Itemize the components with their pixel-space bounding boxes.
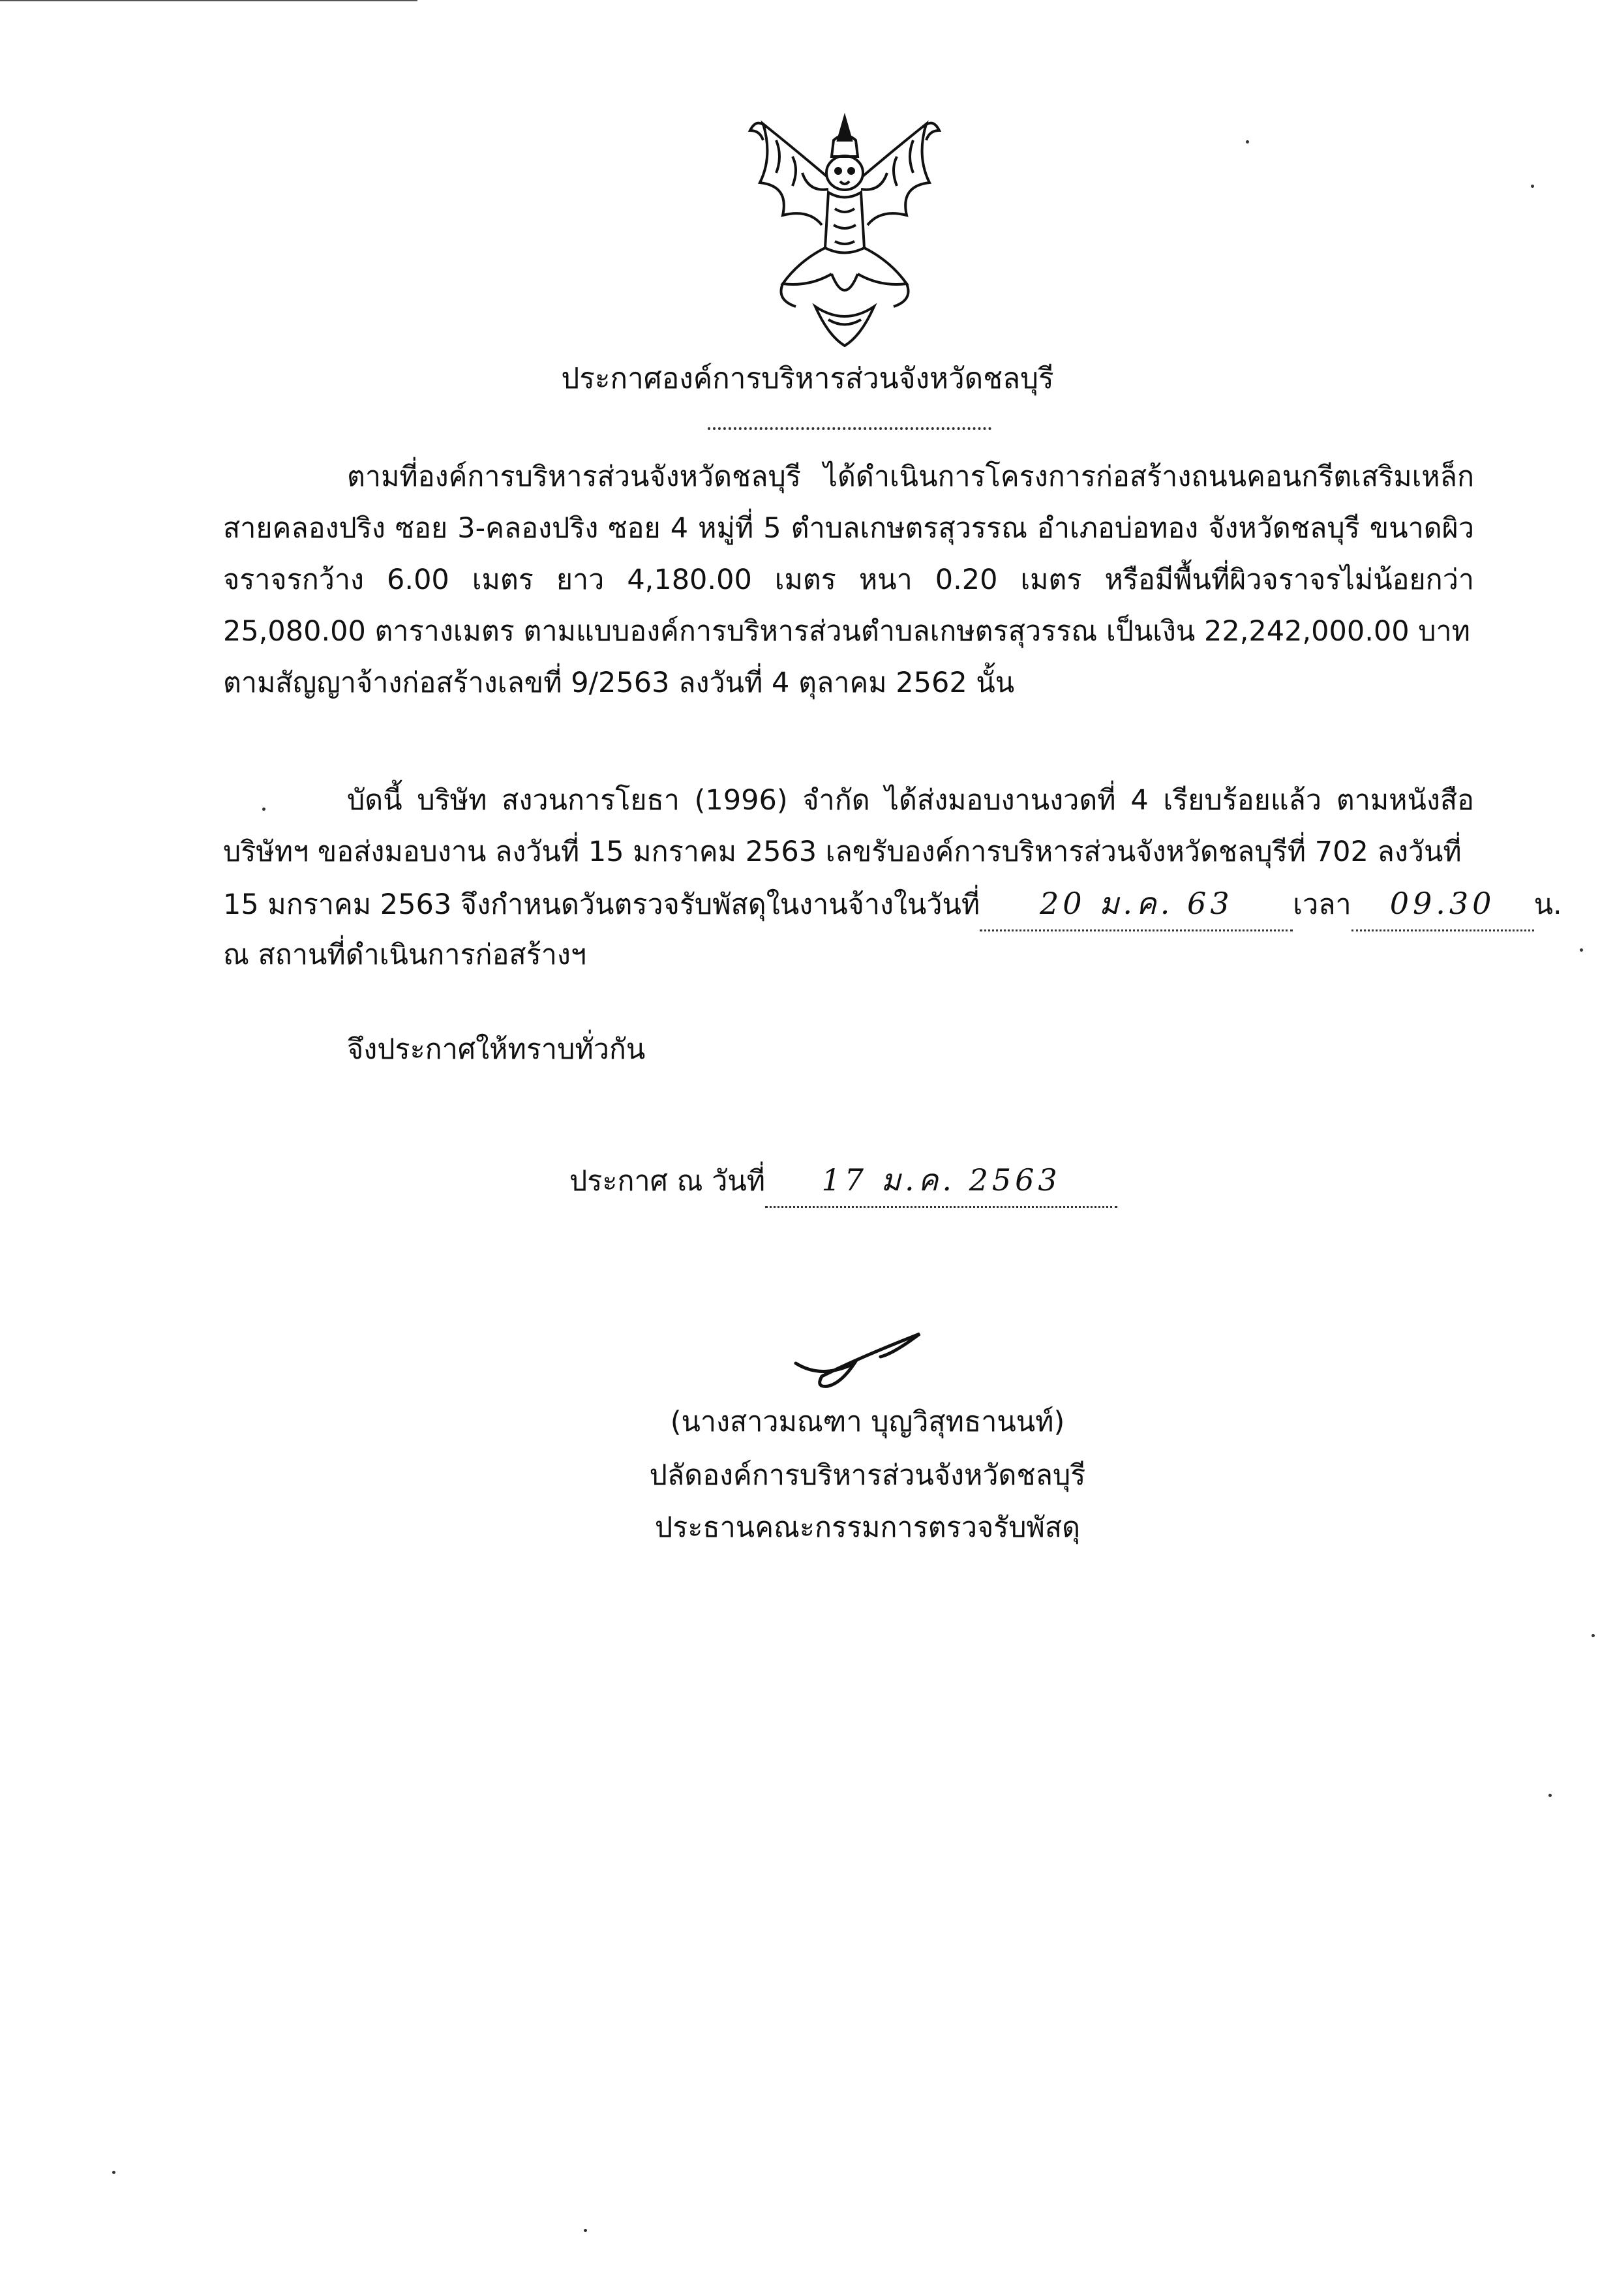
scan-speck <box>584 2229 587 2232</box>
time-unit: น. <box>1533 888 1562 921</box>
paragraph-1-last-line: ตามสัญญาจ้างก่อสร้างเลขที่ 9/2563 ลงวันที่ 4 ตุลาคม 2562 นั้น <box>223 667 1015 699</box>
scan-speck <box>1548 1794 1552 1797</box>
scan-speck <box>1580 948 1583 952</box>
paragraph-project-details <box>223 451 1474 657</box>
paragraph-2-last-line: ณ สถานที่ดำเนินการก่อสร้างฯ <box>223 939 587 971</box>
time-label: เวลา <box>1293 888 1351 921</box>
scan-speck <box>112 2171 115 2174</box>
inspection-time-handwritten: 09.30 <box>1351 878 1534 931</box>
inspection-date-handwritten: 20 ม.ค. 63 <box>980 878 1293 931</box>
top-border-line <box>0 0 417 1</box>
paragraph-2-text: บัดนี้ บริษัท สงวนการโยธา (1996) จำกัด ได้ส่งมอบงานงวดที่ 4 เรียบร้อยแล้ว ตามหนังสือ บริษัทฯ ขอส่งมอบงาน ลงวันที่ 15 มกราคม 2563 เลขรับองค์การบริหารส่วนจังหวัดชลบุรีที่ 702 ลงวันที่ <box>223 784 1474 868</box>
document-title: ประกาศองค์การบริหารส่วนจังหวัดชลบุรี <box>561 362 1054 395</box>
scan-speck <box>1592 1634 1595 1637</box>
closing-statement: จึงประกาศให้ทราบทั่วกัน <box>347 1033 646 1066</box>
handwritten-signature <box>783 1318 952 1402</box>
announcement-date-handwritten: 17 ม.ค. 2563 <box>765 1155 1117 1208</box>
signer-name: (นางสาวมณฑา บุญวิสุทธานนท์) <box>670 1406 1065 1438</box>
announcement-date-line <box>569 1155 1117 1208</box>
garuda-emblem-icon <box>737 111 952 352</box>
paragraph-1-text: ตามที่องค์การบริหารส่วนจังหวัดชลบุรี ได้ดำเนินการโครงการก่อสร้างถนนคอนกรีตเสริมเหล็ก สายคลองปริง ซอย 3-คลองปริง ซอย 4 หมู่ที่ 5 ตำบลเกษตรสุวรรณ อำเภอบ่อทอง จังหวัดชลบุรี ขนาดผิวจราจรกว้าง 6.00 เมตร ยาว 4,180.00 เมตร หนา 0.20 เมตร หรือมีพื้นที่ผิวจราจรไม่น้อยกว่า 25,080.00 ตารางเมตร ตามแบบองค์การบริหารส่วนตำบลเกษตรสุวรรณ เป็นเงิน 22,242,000.00 บาท <box>223 461 1474 648</box>
scan-speck <box>1246 140 1249 144</box>
paragraph-delivery <box>223 775 1474 878</box>
title-dotted-rule <box>708 427 991 430</box>
scan-speck <box>262 808 265 811</box>
inspection-date-line <box>223 878 1562 931</box>
signer-position: ปลัดองค์การบริหารส่วนจังหวัดชลบุรี <box>649 1459 1086 1492</box>
scan-speck <box>1531 185 1534 188</box>
signer-role: ประธานคณะกรรมการตรวจรับพัสดุ <box>654 1511 1081 1544</box>
announcement-date-label: ประกาศ ณ วันที่ <box>569 1165 766 1198</box>
inspection-date-prefix: 15 มกราคม 2563 จึงกำหนดวันตรวจรับพัสดุในงานจ้างในวันที่ <box>223 888 980 921</box>
